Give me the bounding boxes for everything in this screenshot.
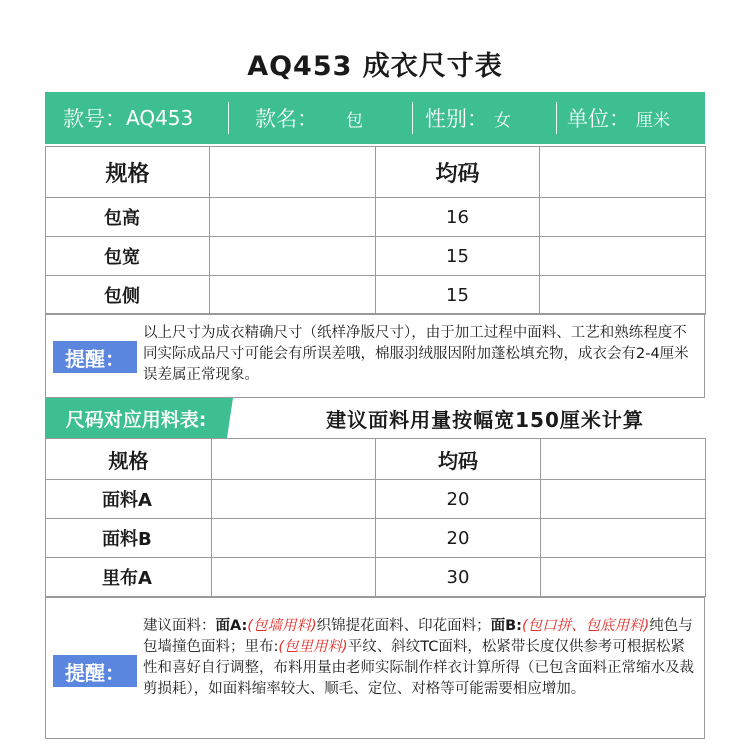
row-label: 包宽 <box>46 237 210 276</box>
empty-cell <box>212 558 376 597</box>
name-value: 包 <box>346 110 363 131</box>
header-blank <box>210 147 376 198</box>
fabric-a-label: 面A: <box>215 618 248 634</box>
row-value: 30 <box>376 558 541 597</box>
table-row <box>46 558 706 597</box>
material-section-title: 建议面料用量按幅宽150厘米计算 <box>326 407 644 432</box>
note-lead: 建议面料： <box>143 618 216 634</box>
fabric-b-label: 面B: <box>490 618 522 634</box>
gender-label: 性别： <box>425 107 488 131</box>
gender-value: 女 <box>494 110 511 131</box>
row-value: 15 <box>376 276 540 315</box>
info-bar <box>45 92 705 144</box>
name-cell <box>229 92 413 144</box>
material-section-tag: 尺码对应用料表: <box>45 398 227 438</box>
material-note <box>45 597 705 739</box>
empty-cell <box>212 519 376 558</box>
empty-cell <box>540 198 706 237</box>
empty-cell <box>541 558 706 597</box>
header-blank <box>541 439 706 480</box>
header-blank <box>212 439 376 480</box>
row-label: 包高 <box>46 198 210 237</box>
fabric-a-usage: (包墙用料) <box>247 618 317 634</box>
header-spec: 规格 <box>46 439 212 480</box>
name-label: 款名： <box>255 107 318 131</box>
row-value: 20 <box>376 480 541 519</box>
size-table <box>45 146 706 315</box>
header-one-size: 均码 <box>376 439 541 480</box>
lining-usage: (包里用料) <box>278 639 348 655</box>
row-value: 20 <box>376 519 541 558</box>
gender-cell <box>413 92 557 144</box>
lining-desc: 平纹、斜纹TC面料，松紧带长度仅供参考可根据松紧性和喜好自行调整，布料用量由老师实际制作样衣计算所得（已包含面料正常缩水及裁剪损耗），如面料缩率较大、顺毛、定位、对格等可能需要相应增加。 <box>143 639 694 697</box>
table-row <box>46 198 706 237</box>
unit-value: 厘米 <box>636 110 670 131</box>
note-badge: 提醒： <box>53 655 137 687</box>
empty-cell <box>541 519 706 558</box>
table-row <box>46 480 706 519</box>
material-section-bar <box>45 398 705 438</box>
row-label: 包侧 <box>46 276 210 315</box>
row-value: 16 <box>376 198 540 237</box>
table-row <box>46 276 706 315</box>
empty-cell <box>210 237 376 276</box>
table-row <box>46 237 706 276</box>
table-row <box>46 519 706 558</box>
row-value: 15 <box>376 237 540 276</box>
fabric-b-desc: 纯色与包墙撞色面料；里布: <box>143 618 693 655</box>
size-note <box>45 313 705 398</box>
header-blank <box>540 147 706 198</box>
header-spec: 规格 <box>46 147 210 198</box>
note-text: 以上尺寸为成衣精确尺寸（纸样净版尺寸），由于加工过程中面料、工艺和熟练程度不同实际成品尺寸可能会有所误差哦，棉服羽绒服因附加蓬松填充物，成衣会有2-4厘米误差属正常现象。 <box>143 325 689 383</box>
tag-notch <box>227 398 233 438</box>
fabric-a-desc: 织锦提花面料、印花面料； <box>316 618 491 634</box>
style-no-label: 款号： <box>63 107 126 131</box>
table-header-row <box>46 439 706 480</box>
style-no-value: AQ453 <box>126 106 194 130</box>
row-label: 面料A <box>46 480 212 519</box>
material-table <box>45 438 706 597</box>
page-title: AQ453 成衣尺寸表 <box>247 51 503 82</box>
note-badge: 提醒： <box>53 341 137 373</box>
note-text <box>143 616 697 700</box>
unit-cell <box>557 92 705 144</box>
row-label: 里布A <box>46 558 212 597</box>
empty-cell <box>541 480 706 519</box>
empty-cell <box>540 237 706 276</box>
style-no-cell <box>45 92 229 144</box>
empty-cell <box>210 276 376 315</box>
empty-cell <box>210 198 376 237</box>
table-header-row <box>46 147 706 198</box>
row-label: 面料B <box>46 519 212 558</box>
header-one-size: 均码 <box>376 147 540 198</box>
empty-cell <box>540 276 706 315</box>
empty-cell <box>212 480 376 519</box>
unit-label: 单位： <box>567 107 630 131</box>
fabric-b-usage: (包口拼、包底用料) <box>521 618 650 634</box>
